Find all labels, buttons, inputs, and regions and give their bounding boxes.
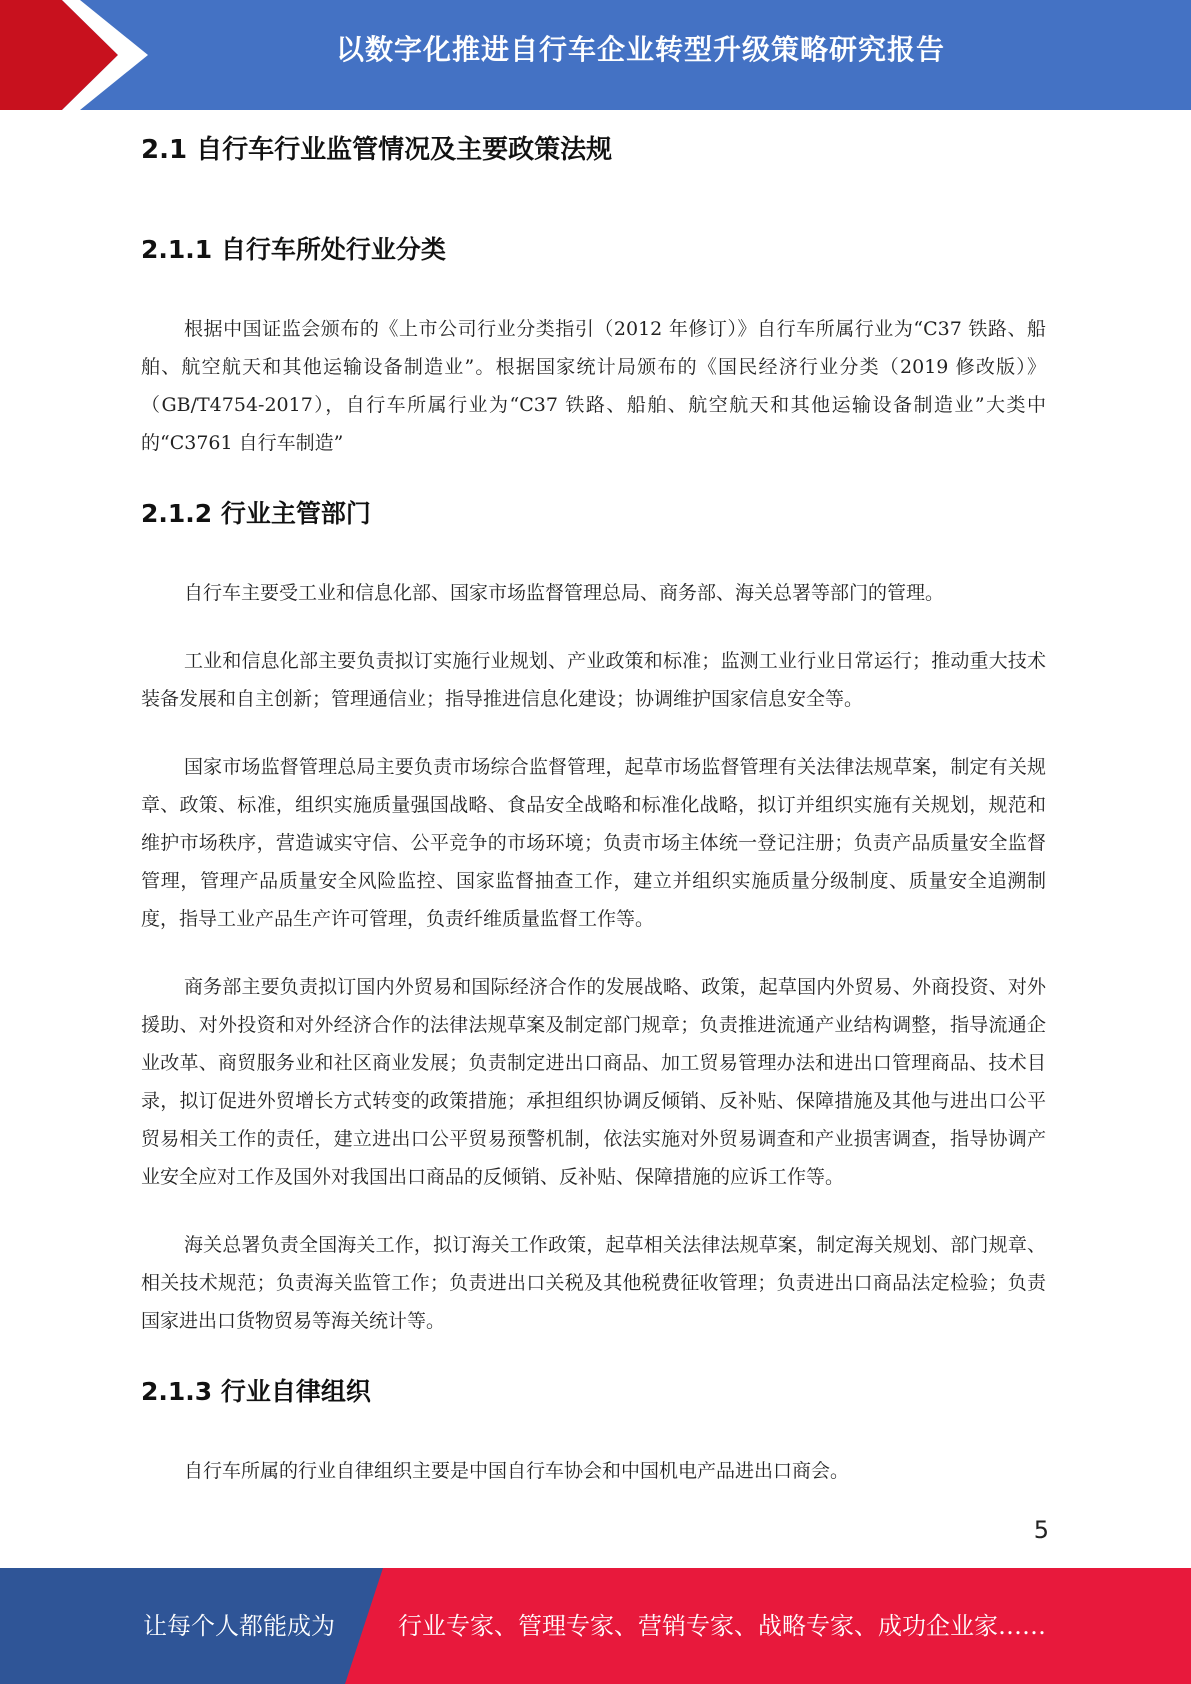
section-heading: 2.1 自行车行业监管情况及主要政策法规	[141, 135, 613, 165]
footer-slogan-right: 行业专家、管理专家、营销专家、战略专家、成功企业家……	[398, 1612, 1046, 1640]
paragraph-regulators-intro: 自行车主要受工业和信息化部、国家市场监督管理总局、商务部、海关总署等部门的管理。	[184, 582, 945, 604]
paragraph-industry-classification: 根据中国证监会颁布的《上市公司行业分类指引（2012 年修订）》自行车所属行业为“C37 铁路、船舶、航空航天和其他运输设备制造业”。根据国家统计局颁布的《国民经济行业分类（2019 修改版）》（GB/T4754-2017），自行车所属行业为“C37 铁路、船舶、航空航天和其他运输设备制造业”大类中的“C3761 自行车制造”	[141, 318, 1046, 454]
subsection-heading-self-regulatory: 2.1.3 行业自律组织	[141, 1377, 371, 1406]
paragraph-samr: 国家市场监督管理总局主要负责市场综合监督管理，起草市场监督管理有关法律法规草案，制定有关规章、政策、标准，组织实施质量强国战略、食品安全战略和标准化战略，拟订并组织实施有关规划，规范和维护市场秩序，营造诚实守信、公平竞争的市场环境；负责市场主体统一登记注册；负责产品质量安全监督管理，管理产品质量安全风险监控、国家监督抽查工作，建立并组织实施质量分级制度、质量安全追溯制度，指导工业产品生产许可管理，负责纤维质量监督工作等。	[141, 756, 1046, 930]
document-body	[141, 128, 1046, 1520]
footer-slogan-left: 让每个人都能成为	[143, 1612, 335, 1640]
paragraph-customs: 海关总署负责全国海关工作，拟订海关工作政策，起草相关法律法规草案，制定海关规划、部门规章、相关技术规范；负责海关监管工作；负责进出口关税及其他税费征收管理；负责进出口商品法定检验；负责国家进出口货物贸易等海关统计等。	[141, 1234, 1046, 1332]
subsection-heading-industry-classification: 2.1.1 自行车所处行业分类	[141, 235, 446, 264]
report-title: 以数字化推进自行车企业转型升级策略研究报告	[335, 33, 945, 66]
page-number: 5	[1033, 1516, 1049, 1544]
paragraph-miit: 工业和信息化部主要负责拟订实施行业规划、产业政策和标准；监测工业行业日常运行；推动重大技术装备发展和自主创新；管理通信业；指导推进信息化建设；协调维护国家信息安全等。	[141, 650, 1046, 710]
page-footer	[0, 1568, 1191, 1684]
subsection-heading-regulators: 2.1.2 行业主管部门	[141, 499, 371, 528]
page-header	[0, 0, 1191, 110]
paragraph-self-regulatory: 自行车所属的行业自律组织主要是中国自行车协会和中国机电产品进出口商会。	[184, 1460, 850, 1482]
paragraph-mofcom: 商务部主要负责拟订国内外贸易和国际经济合作的发展战略、政策，起草国内外贸易、外商投资、对外援助、对外投资和对外经济合作的法律法规草案及制定部门规章；负责推进流通产业结构调整，指导流通企业改革、商贸服务业和社区商业发展；负责制定进出口商品、加工贸易管理办法和进出口管理商品、技术目录，拟订促进外贸增长方式转变的政策措施；承担组织协调反倾销、反补贴、保障措施及其他与进出口公平贸易相关工作的责任，建立进出口公平贸易预警机制，依法实施对外贸易调查和产业损害调查，指导协调产业安全应对工作及国外对我国出口商品的反倾销、反补贴、保障措施的应诉工作等。	[141, 976, 1046, 1188]
header-arrow-decoration	[0, 0, 160, 110]
